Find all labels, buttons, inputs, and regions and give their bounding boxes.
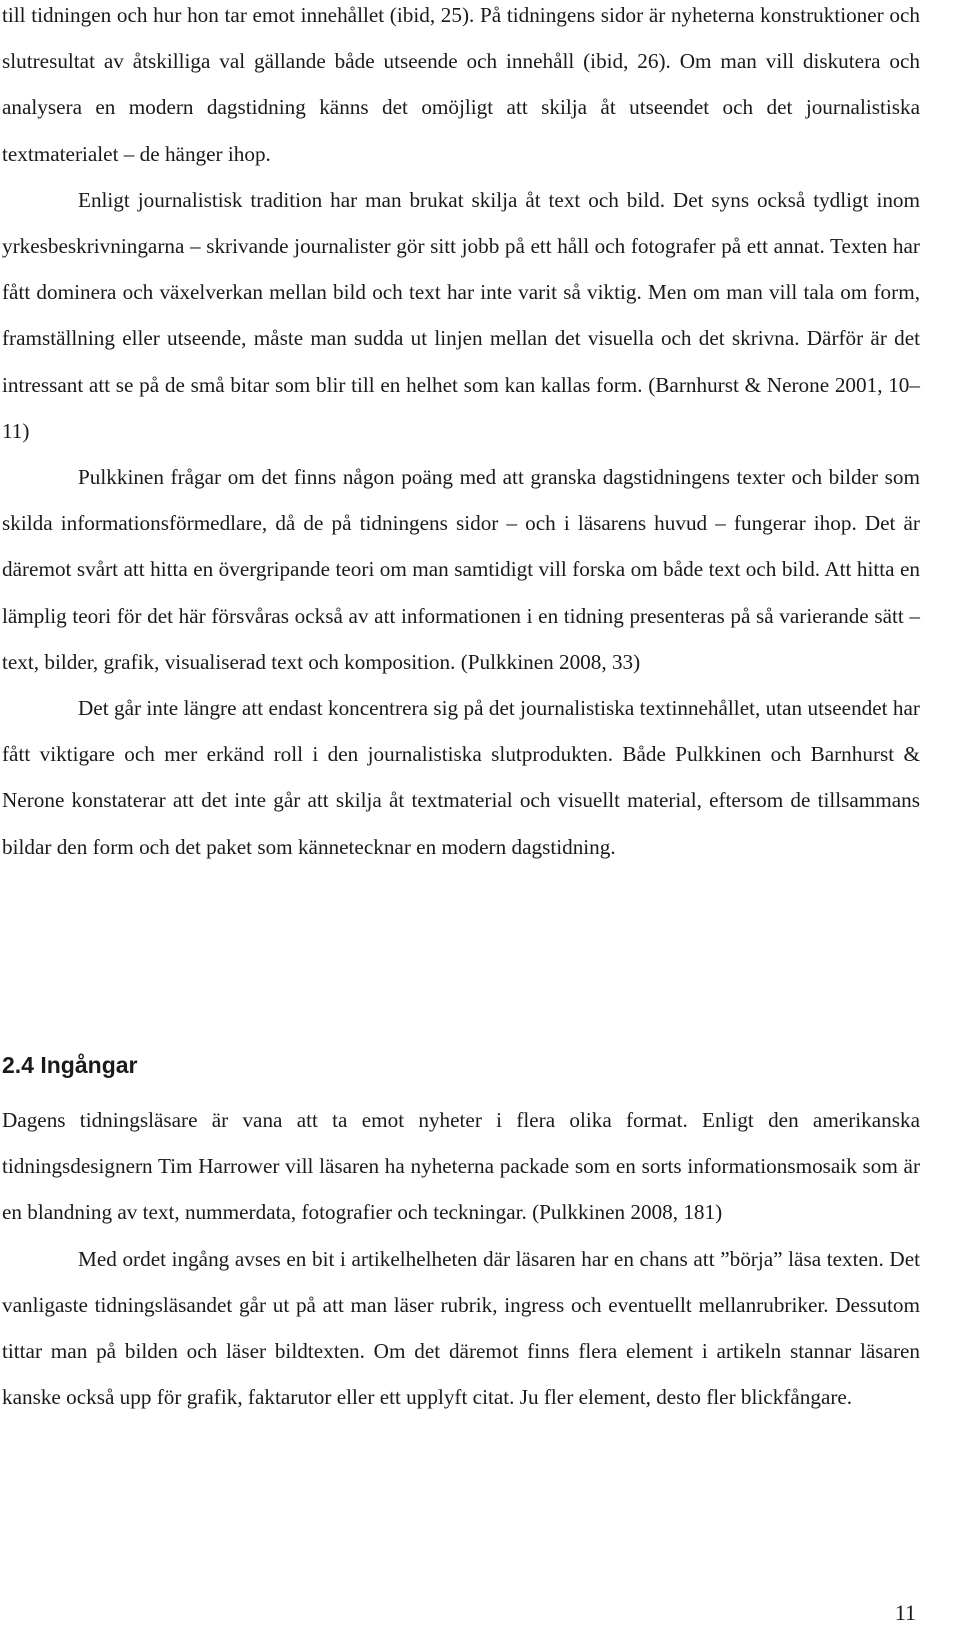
body-paragraph: Enligt journalistisk tradition har man brukat skilja åt text och bild. Det syns också tydligt inom yrkesbeskrivningarna – skrivande journalister gör sitt jobb på ett håll och fotografer på ett annat. Texten har fått dominera och växelverkan mellan bild och text har inte varit så viktig. Men om man vill tala om form, framställning eller utseende, måste man sudda ut linjen mellan det visuella och det skrivna. Därför är det intressant att se på de små bitar som blir till en helhet som kan kallas form. (Barnhurst & Nerone 2001, 10–11) xyxy=(2,187,920,443)
body-paragraph: Pulkkinen frågar om det finns någon poäng med att granska dagstidningens texter och bilder som skilda informationsförmedlare, då de på tidningens sidor – och i läsarens huvud – fungerar ihop. Det är däremot svårt att hitta en övergripande teori om man samtidigt vill forska om både text och bild. Att hitta en lämplig teori för det här försvåras också av att informationen i en tidning presenteras på så varierande sätt – text, bilder, grafik, visualiserad text och komposition. (Pulkkinen 2008, 33) xyxy=(2,465,920,674)
body-paragraph: Det går inte längre att endast koncentrera sig på det journalistiska textinnehållet, utan utseendet har fått viktigare och mer erkänd roll i den journalistiska slutprodukten. Både Pulkkinen och Barnhurst & Nerone konstaterar att det inte går att skilja åt textmaterial och visuellt material, eftersom de tillsammans bildar den form och det paket som kännetecknar en modern dagstidning. xyxy=(2,696,920,859)
section-paragraph: Med ordet ingång avses en bit i artikelhelheten där läsaren har en chans att ”börja” läsa texten. Det vanligaste tidningsläsandet går ut på att man läser rubrik, ingress och eventuellt mellanrubriker. Dessutom tittar man på bilden och läser bildtexten. Om det däremot finns flera element i artikeln stannar läsaren kanske också upp för grafik, faktarutor eller ett upplyft citat. Ju fler element, desto fler blickfångare. xyxy=(2,1246,920,1410)
page-number: 11 xyxy=(894,1600,916,1625)
body-paragraph: till tidningen och hur hon tar emot innehållet (ibid, 25). På tidningens sidor är nyheterna konstruktioner och slutresultat av åtskilliga val gällande både utseende och innehåll (ibid, 26). Om man vill diskutera och analysera en modern dagstidning känns det omöjligt att skilja åt utseendet och det journalistiska textmaterialet – de hänger ihop. xyxy=(2,3,920,166)
section-paragraph: Dagens tidningsläsare är vana att ta emot nyheter i flera olika format. Enligt den amerikanska tidningsdesignern Tim Harrower vill läsaren ha nyheterna packade som en sorts informationsmosaik som är en blandning av text, nummerdata, fotografier och teckningar. (Pulkkinen 2008, 181) xyxy=(2,1108,920,1225)
section-body xyxy=(2,1097,920,1420)
section-heading: 2.4 Ingångar xyxy=(2,1052,138,1078)
